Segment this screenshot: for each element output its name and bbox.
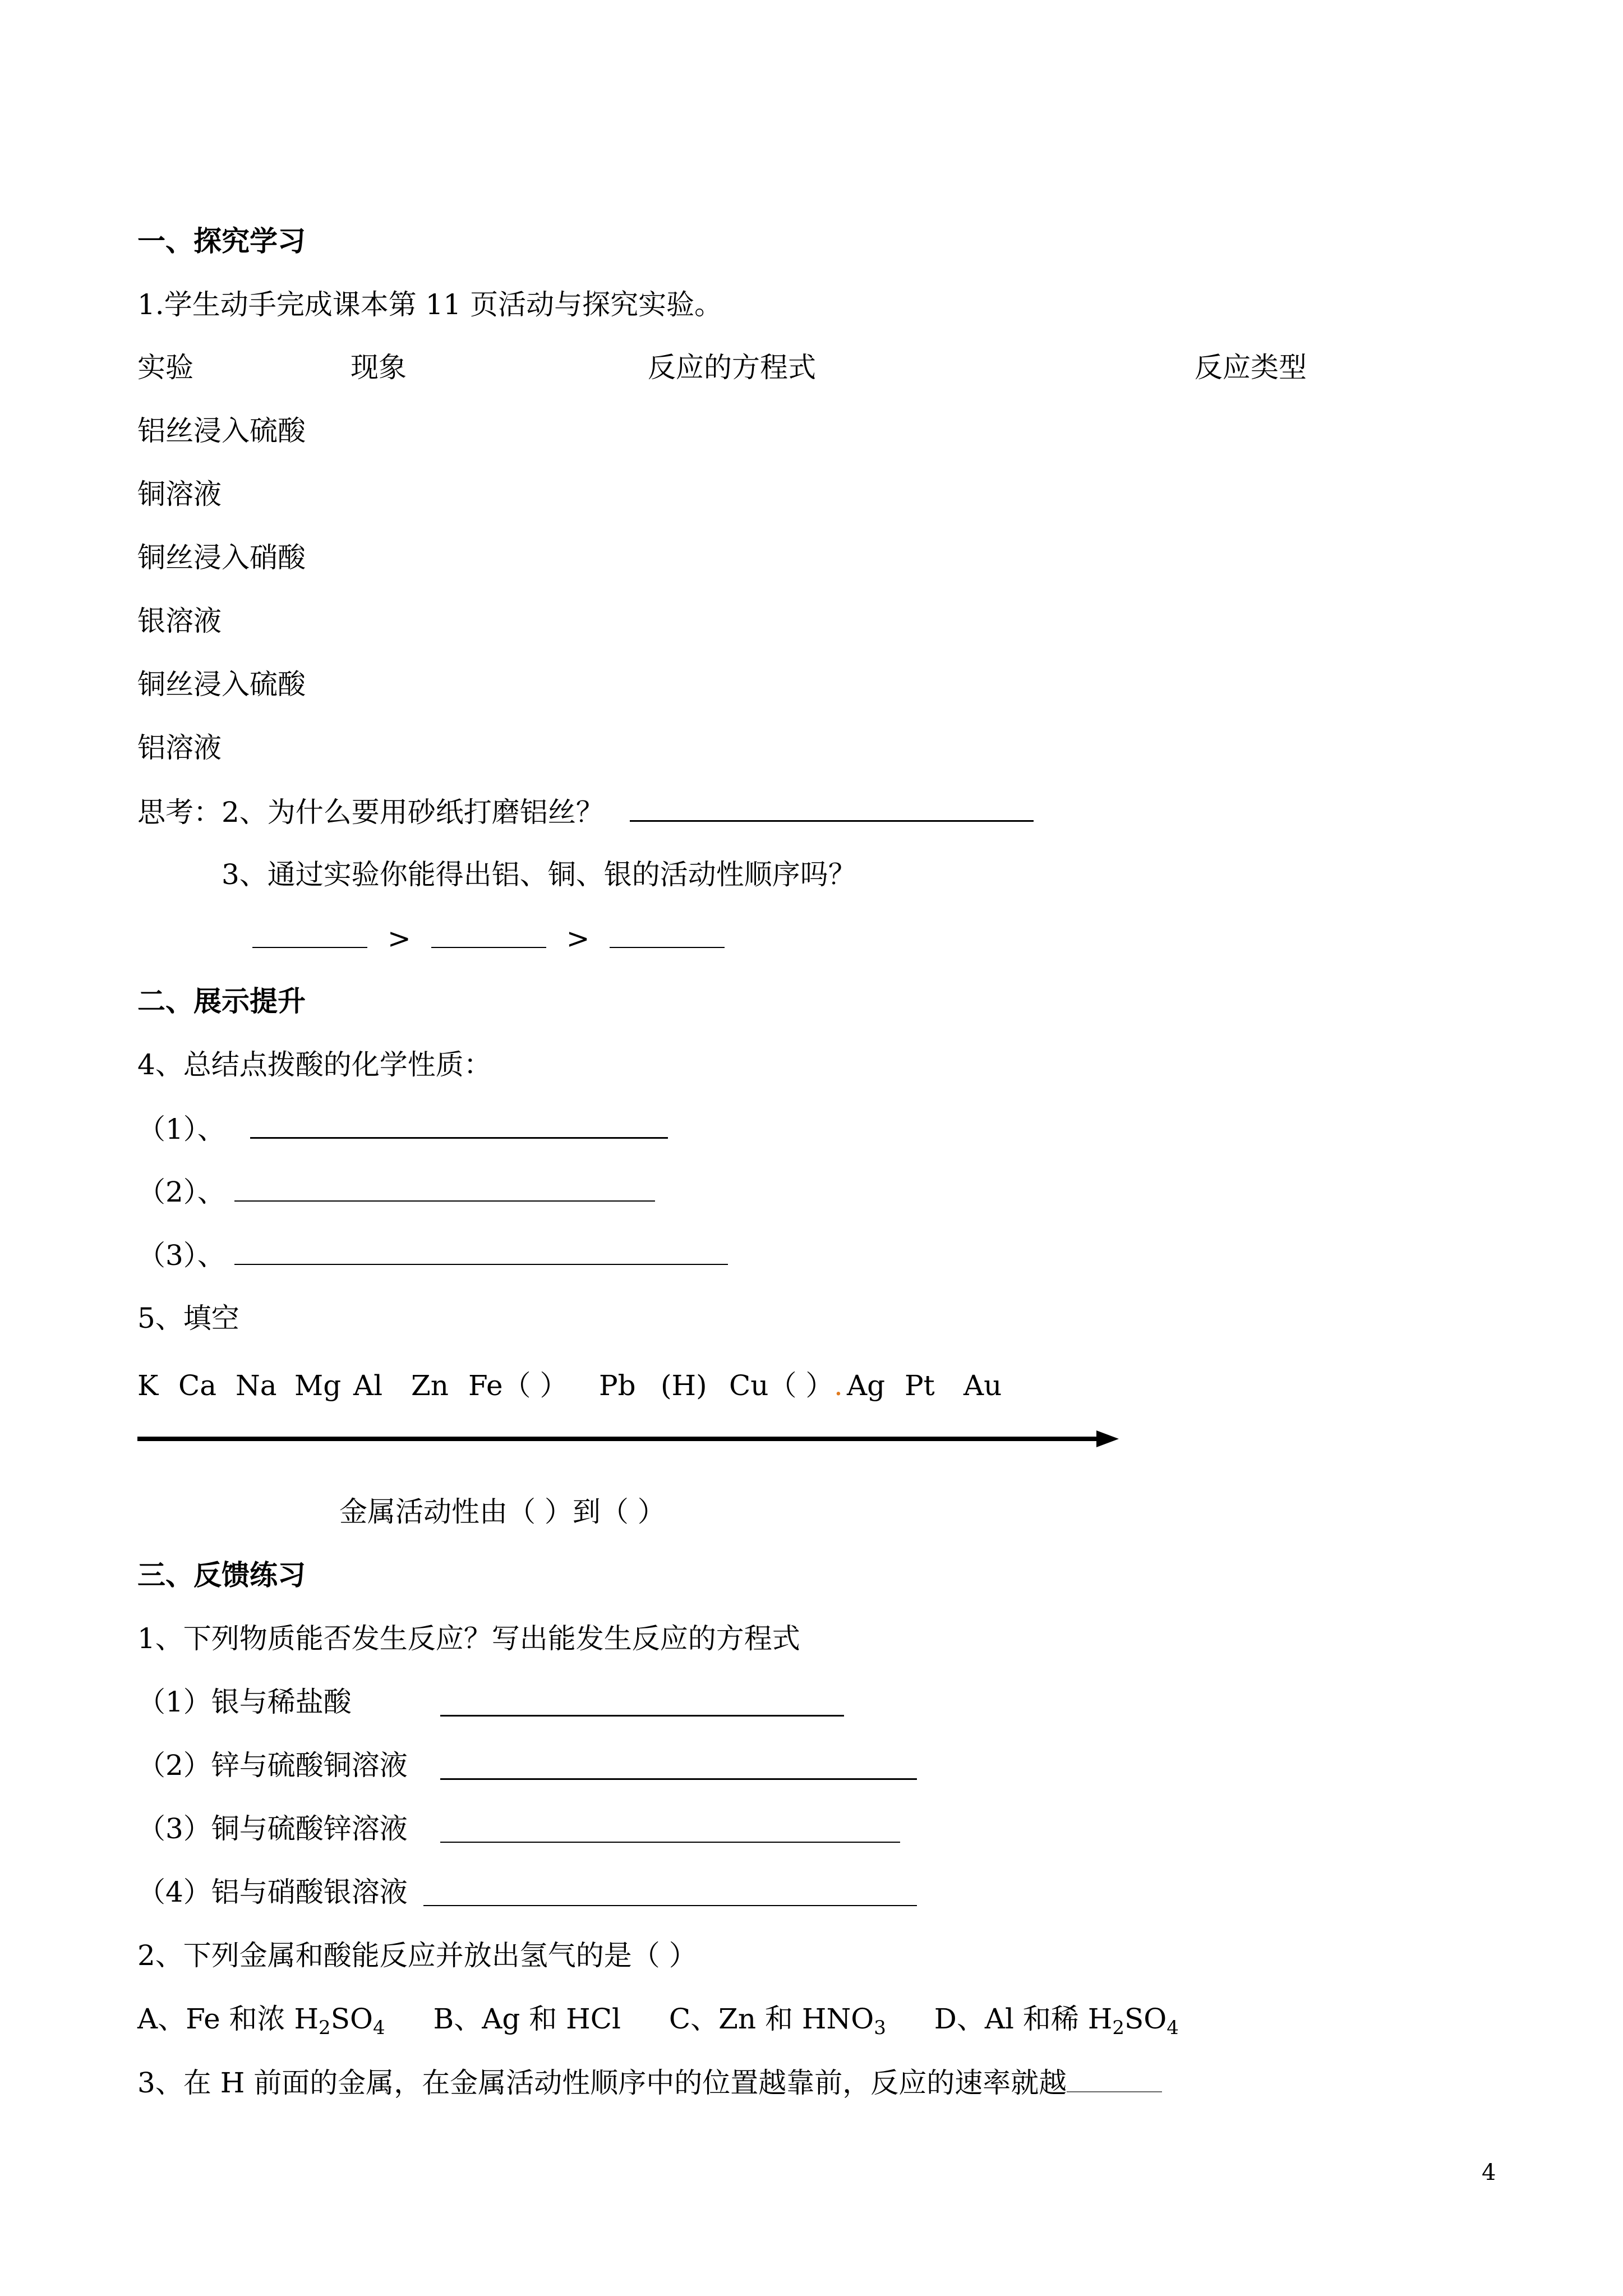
metal-Na: Na — [236, 1369, 277, 1402]
activity-direction-text: 金属活动性由（ ）到（ ） — [339, 1496, 666, 1528]
acid-property-blank-3[interactable] — [234, 1238, 728, 1265]
acid-property-blank-1[interactable] — [250, 1111, 668, 1139]
metal-Pt: Pt — [905, 1369, 935, 1402]
orange-dot-mark: . — [834, 1369, 843, 1402]
option-a-sub2: 4 — [372, 2017, 385, 2039]
metal-Au: Au — [963, 1369, 1002, 1402]
question-2-options — [137, 2002, 1179, 2039]
metal-K: K — [137, 1369, 159, 1402]
question-4: 4、总结点拨酸的化学性质： — [137, 1048, 492, 1081]
experiment-row-3: 铜丝浸入硝酸 — [137, 541, 306, 574]
feedback-question-2: 2、下列金属和酸能反应并放出氢气的是（ ） — [137, 1939, 697, 1972]
reaction-item-4: （4）铝与硝酸银溶液 — [137, 1876, 408, 1908]
question-5: 5、填空 — [137, 1302, 239, 1335]
acid-property-item-1 — [137, 1111, 668, 1146]
reaction-blank-4[interactable] — [423, 1879, 917, 1906]
greater-than-sign-2: > — [566, 922, 590, 955]
item-label-2: （2）、 — [137, 1176, 225, 1208]
order-blank-2[interactable] — [431, 921, 546, 948]
option-d-sub2: 4 — [1166, 2017, 1179, 2039]
activity-series-arrow-line — [137, 1437, 1102, 1441]
reaction-item-3: （3）铜与硫酸锌溶液 — [137, 1812, 408, 1845]
reaction-item-1: （1）银与稀盐酸 — [137, 1686, 352, 1718]
think-question-3: 3、通过实验你能得出铝、铜、银的活动性顺序吗？ — [222, 858, 856, 891]
think-question-2-text: 思考：2、为什么要用砂纸打磨铝丝？ — [137, 796, 604, 829]
experiment-row-5: 铜丝浸入硫酸 — [137, 668, 306, 701]
order-blank-3[interactable] — [610, 921, 725, 948]
item-label-1: （1）、 — [137, 1113, 225, 1145]
acid-property-item-3 — [137, 1238, 728, 1272]
experiment-row-1: 铝丝浸入硫酸 — [137, 415, 306, 447]
experiment-row-6: 铝溶液 — [137, 731, 222, 764]
experiment-row-4: 银溶液 — [137, 605, 222, 637]
think-question-2 — [137, 794, 1034, 829]
feedback-question-3-text: 3、在 H 前面的金属，在金属活动性顺序中的位置越靠前，反应的速率就越 — [137, 2067, 1067, 2099]
option-a-sub1: 2 — [319, 2017, 331, 2039]
option-a-text: A、Fe 和浓 H — [137, 2003, 319, 2035]
item-label-3: （3）、 — [137, 1239, 225, 1272]
reaction-blank-3[interactable] — [440, 1816, 900, 1843]
section1-intro: 1.学生动手完成课本第 11 页活动与探究实验。 — [137, 288, 723, 321]
metal-Al: Al — [353, 1369, 383, 1402]
option-d-sub1: 2 — [1112, 2017, 1124, 2039]
metal-Mg: Mg — [294, 1369, 342, 1402]
acid-property-item-2 — [137, 1175, 655, 1209]
metal-Zn: Zn — [411, 1369, 449, 1402]
option-c-text: C、Zn 和 HNO — [668, 2003, 874, 2035]
reaction-blank-2[interactable] — [440, 1752, 917, 1780]
reaction-blank-1[interactable] — [440, 1689, 844, 1717]
experiment-row-2: 铜溶液 — [137, 478, 222, 510]
acid-property-blank-2[interactable] — [234, 1175, 655, 1202]
table-header-equation: 反应的方程式 — [648, 351, 816, 384]
feedback-question-1: 1、下列物质能否发生反应？写出能发生反应的方程式 — [137, 1622, 800, 1655]
option-d-text: D、Al 和稀 H — [934, 2003, 1113, 2035]
metal-Fe-blank[interactable]: Fe（ ） — [468, 1369, 568, 1402]
section2-heading: 二、展示提升 — [137, 985, 306, 1018]
activity-order-blanks — [252, 921, 725, 955]
answer-blank-q2[interactable] — [630, 794, 1034, 822]
metal-Cu-blank[interactable]: Cu（ ） — [729, 1369, 834, 1402]
page-number: 4 — [1482, 2160, 1496, 2185]
rate-answer-blank[interactable] — [1067, 2065, 1162, 2092]
table-header-reaction-type: 反应类型 — [1195, 351, 1307, 384]
feedback-question-3 — [137, 2065, 1162, 2100]
option-d[interactable] — [934, 2003, 1179, 2039]
metal-Ca: Ca — [178, 1369, 217, 1402]
option-a[interactable] — [137, 2003, 385, 2039]
option-d-mid: SO — [1124, 2003, 1167, 2035]
metal-H: (H) — [661, 1369, 707, 1402]
metal-Ag: Ag — [847, 1369, 886, 1402]
section1-heading: 一、探究学习 — [137, 225, 306, 257]
option-a-mid: SO — [330, 2003, 373, 2035]
reaction-item-2: （2）锌与硫酸铜溶液 — [137, 1749, 408, 1782]
option-c-sub: 3 — [874, 2017, 886, 2039]
option-b[interactable]: B、Ag 和 HCl — [433, 2003, 621, 2035]
section3-heading: 三、反馈练习 — [137, 1559, 306, 1591]
order-blank-1[interactable] — [252, 921, 367, 948]
option-c[interactable] — [668, 2003, 886, 2039]
table-header-phenomenon: 现象 — [351, 351, 407, 384]
metal-Pb: Pb — [599, 1369, 636, 1402]
arrow-head-icon — [1096, 1430, 1119, 1447]
greater-than-sign-1: > — [387, 922, 411, 955]
table-header-experiment: 实验 — [137, 351, 193, 384]
